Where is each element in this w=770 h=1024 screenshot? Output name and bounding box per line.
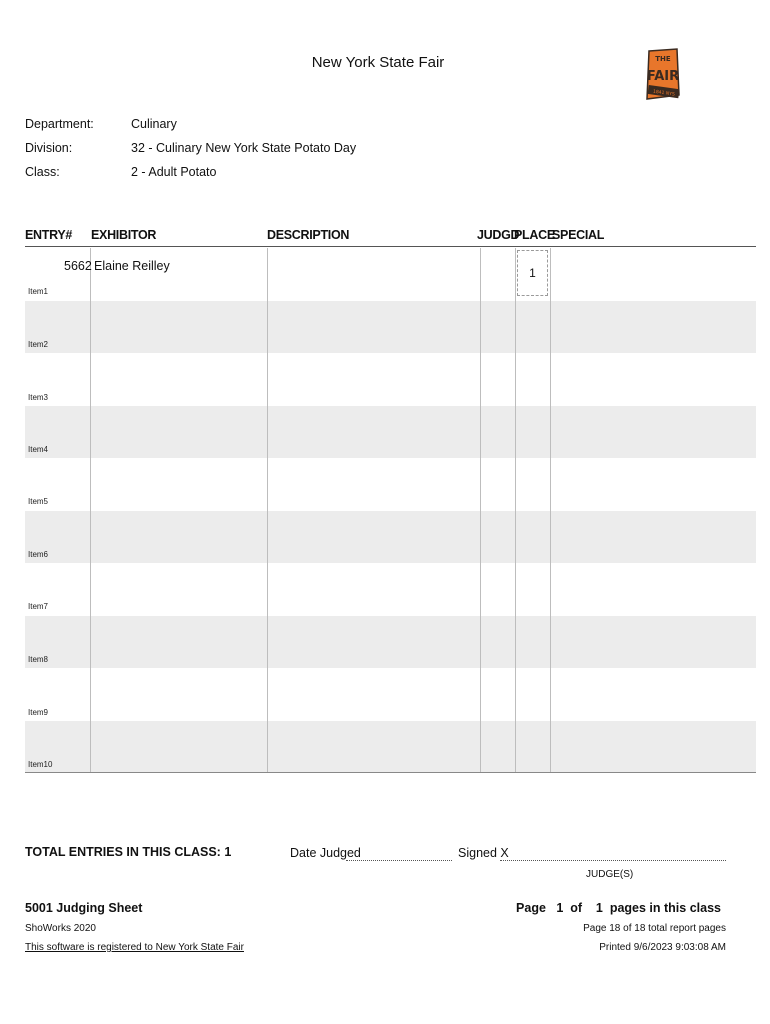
place-value: 1 bbox=[529, 266, 536, 280]
table-row bbox=[25, 406, 756, 458]
col-judged: JUDGD bbox=[477, 228, 520, 242]
item-label: Item6 bbox=[28, 550, 49, 559]
printed-timestamp: Printed 9/6/2023 9:03:08 AM bbox=[599, 942, 726, 953]
table-row bbox=[25, 669, 756, 721]
col-entry: ENTRY# bbox=[25, 228, 73, 242]
division-label: Division: bbox=[25, 141, 73, 155]
item-label: Item5 bbox=[28, 497, 49, 506]
col-special: SPECIAL bbox=[552, 228, 605, 242]
column-divider bbox=[267, 248, 268, 772]
signature-field[interactable] bbox=[500, 860, 726, 861]
department-value: Culinary bbox=[131, 117, 177, 131]
registration-notice: This software is registered to New York State Fair bbox=[25, 942, 244, 953]
svg-text:THE: THE bbox=[655, 55, 671, 63]
class-label: Class: bbox=[25, 165, 60, 179]
signed-label: Signed X bbox=[458, 846, 509, 860]
svg-text:FAIR: FAIR bbox=[646, 69, 680, 84]
table-row bbox=[25, 248, 756, 300]
entry-number: 5662 bbox=[64, 259, 92, 273]
col-description: DESCRIPTION bbox=[267, 228, 350, 242]
sheet-name: 5001 Judging Sheet bbox=[25, 901, 143, 915]
total-entries: TOTAL ENTRIES IN THIS CLASS: 1 bbox=[25, 845, 232, 859]
class-value: 2 - Adult Potato bbox=[131, 165, 217, 179]
table-row bbox=[25, 564, 756, 616]
item-label: Item1 bbox=[28, 287, 49, 296]
column-divider bbox=[515, 248, 516, 772]
date-judged-label: Date Judged bbox=[290, 846, 361, 860]
svg-text:1841 NYS: 1841 NYS bbox=[652, 89, 675, 98]
table-row bbox=[25, 459, 756, 511]
table-bottom-border bbox=[25, 772, 756, 773]
judges-label: JUDGE(S) bbox=[586, 869, 634, 880]
col-place: PLACE bbox=[514, 228, 555, 242]
exhibitor-name: Elaine Reilley bbox=[94, 259, 170, 273]
column-divider bbox=[90, 248, 91, 772]
fair-logo bbox=[645, 47, 681, 103]
report-page-count: Page 18 of 18 total report pages bbox=[583, 923, 726, 934]
class-page-count: Page 1 of 1 pages in this class bbox=[516, 901, 721, 915]
table-row bbox=[25, 511, 756, 563]
division-value: 32 - Culinary New York State Potato Day bbox=[131, 141, 357, 155]
header-divider bbox=[25, 246, 756, 247]
table-row bbox=[25, 616, 756, 668]
date-judged-field[interactable] bbox=[346, 860, 452, 861]
item-label: Item10 bbox=[28, 760, 53, 769]
column-divider bbox=[480, 248, 481, 772]
table-row bbox=[25, 301, 756, 353]
page-title: New York State Fair bbox=[311, 54, 445, 71]
item-label: Item4 bbox=[28, 445, 49, 454]
software-name: ShoWorks 2020 bbox=[25, 923, 96, 934]
place-field[interactable] bbox=[517, 250, 548, 296]
item-label: Item7 bbox=[28, 602, 49, 611]
department-label: Department: bbox=[25, 117, 94, 131]
item-label: Item9 bbox=[28, 708, 49, 717]
item-label: Item8 bbox=[28, 655, 49, 664]
table-row bbox=[25, 354, 756, 406]
item-label: Item2 bbox=[28, 340, 49, 349]
item-label: Item3 bbox=[28, 393, 49, 402]
column-divider bbox=[550, 248, 551, 772]
col-exhibitor: EXHIBITOR bbox=[91, 228, 157, 242]
table-row bbox=[25, 721, 756, 773]
